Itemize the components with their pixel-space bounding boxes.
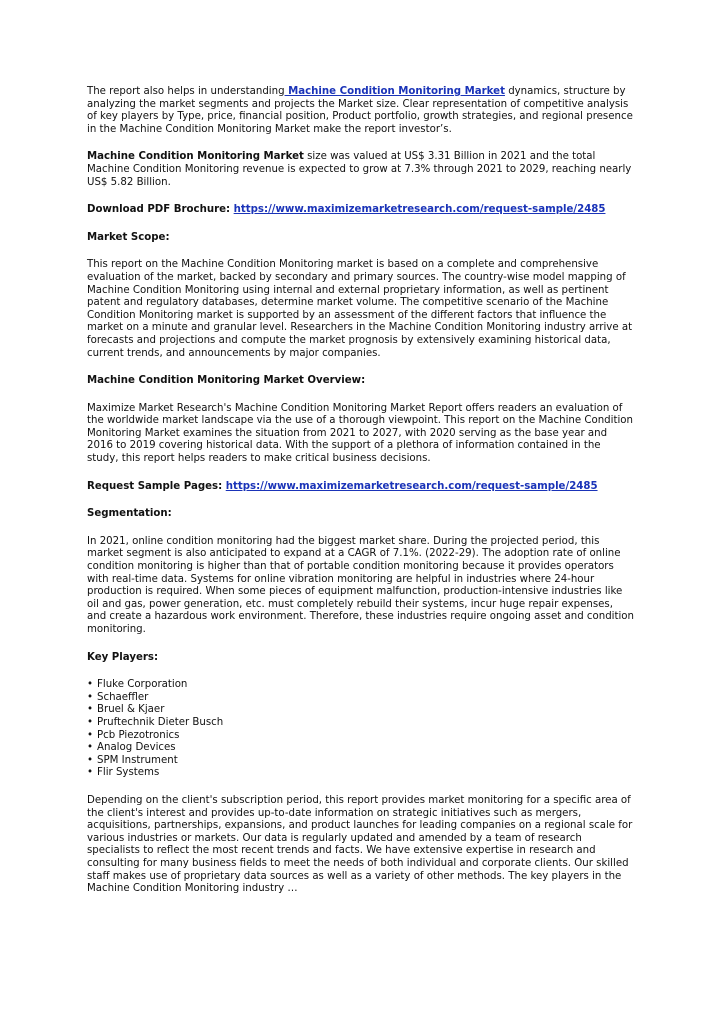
- bullet-icon: •: [87, 691, 94, 703]
- intro-paragraph: [87, 86, 635, 136]
- download-link[interactable]: https://www.maximizemarketresearch.com/request-sample/2485: [233, 204, 606, 216]
- intro-text-after: dynamics, structure by analyzing the market segments and projects the Market size. Clear representation of competitive analysis of key players by Type, price, financial position, Product portfolio, growth strategies, and regional presence in the Machine Condition Monitoring Market make the report investor’s.: [87, 86, 633, 135]
- market-size-bold: Machine Condition Monitoring Market: [87, 151, 304, 163]
- list-item: [87, 742, 635, 755]
- bullet-icon: •: [87, 742, 94, 754]
- player-name: Fluke Corporation: [97, 679, 188, 691]
- request-sample: [87, 481, 635, 494]
- bullet-icon: •: [87, 767, 94, 779]
- overview-text: Maximize Market Research's Machine Condition Monitoring Market Report offers readers an evaluation of the worldwide market landscape via the use of a thorough viewpoint. This report on the Machine Condition Monitoring Market examines the situation from 2021 to 2027, with 2020 serving as the base year and 2016 to 2019 covering historical data. With the support of a plethora of information contained in the study, this report helps readers to make critical business decisions.: [87, 402, 633, 465]
- market-scope-heading: Market Scope:: [87, 231, 170, 243]
- list-item: [87, 767, 635, 780]
- player-name: Flir Systems: [97, 767, 160, 779]
- bullet-icon: •: [87, 716, 94, 728]
- market-scope-text: This report on the Machine Condition Monitoring market is based on a complete and comprehensive evaluation of the market, backed by secondary and primary sources. The country-wise model mapping of Machine Condition Monitoring using internal and external proprietary information, as well as pertinent patent and regulatory databases, determine market volume. The competitive scenario of the Machine Condition Monitoring market is supported by an assessment of the different factors that influence the market on a minute and granular level. Researchers in the Machine Condition Monitoring industry arrive at forecasts and projections and compute the market prognosis by extensively examining historical data, current trends, and announcements by major companies.: [87, 259, 633, 359]
- bullet-icon: •: [87, 704, 94, 716]
- list-item: [87, 679, 635, 692]
- list-item: [87, 692, 635, 705]
- key-players-heading: Key Players:: [87, 651, 159, 663]
- player-name: Analog Devices: [97, 742, 176, 754]
- request-label: Request Sample Pages:: [87, 480, 226, 492]
- player-name: Bruel & Kjaer: [97, 704, 165, 716]
- list-item: [87, 704, 635, 717]
- market-size-paragraph: [87, 151, 635, 189]
- request-link[interactable]: https://www.maximizemarketresearch.com/request-sample/2485: [225, 480, 598, 492]
- market-link[interactable]: Machine Condition Monitoring Market: [284, 86, 505, 97]
- bullet-icon: •: [87, 754, 94, 766]
- segmentation-text: In 2021, online condition monitoring had the biggest market share. During the projected period, this market segment is also anticipated to expand at a CAGR of 7.1%. (2022-29). The adoption rate of online condition monitoring is higher than that of portable condition monitoring because it provides operators with real-time data. Systems for online vibration monitoring are helpful in industries where 24-hour production is required. When some pieces of equipment malfunction, production-intensive industries like oil and gas, power generation, etc. must completely rebuild their systems, incur huge repair expenses, and create a hazardous work environment. Therefore, these industries require ongoing asset and condition monitoring.: [87, 535, 634, 635]
- bullet-icon: •: [87, 679, 94, 691]
- document-page: [87, 86, 635, 911]
- download-brochure: [87, 204, 635, 217]
- list-item: [87, 755, 635, 768]
- list-item: [87, 730, 635, 743]
- segmentation-heading: Segmentation:: [87, 508, 172, 520]
- player-name: Pcb Piezotronics: [97, 729, 180, 741]
- player-name: SPM Instrument: [97, 754, 178, 766]
- overview-heading: Machine Condition Monitoring Market Overview:: [87, 375, 366, 387]
- list-item: [87, 717, 635, 730]
- bullet-icon: •: [87, 729, 94, 741]
- intro-text-before: The report also helps in understanding: [87, 86, 285, 97]
- closing-paragraph: Depending on the client's subscription period, this report provides market monitoring for a specific area of the client's interest and provides up-to-date information on strategic initiatives such as mergers, acquisitions, partnerships, expansions, and product launches for leading companies on a regional scale for various industries or markets. Our data is regularly updated and amended by a team of research specialists to reflect the most recent trends and facts. We have extensive expertise in research and consulting for many business fields to meet the needs of both individual and corporate clients. Our skilled staff makes use of proprietary data sources as well as a variety of other methods. The key players in the Machine Condition Monitoring industry …: [87, 794, 633, 895]
- player-name: Schaeffler: [97, 691, 149, 703]
- player-name: Pruftechnik Dieter Busch: [97, 716, 224, 728]
- market-size-text: size was valued at US$ 3.31 Billion in 2021 and the total Machine Condition Monitoring revenue is expected to grow at 7.3% through 2021 to 2029, reaching nearly US$ 5.82 Billion.: [87, 151, 632, 188]
- key-players-list: [87, 679, 635, 780]
- download-label: Download PDF Brochure:: [87, 204, 234, 216]
